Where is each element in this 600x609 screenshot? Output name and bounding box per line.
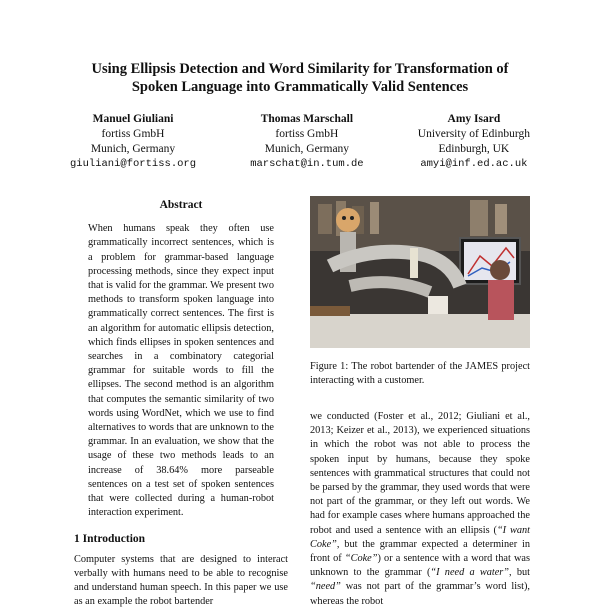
text-segment: ) or a sentence with a word that was unknown to the grammar ( xyxy=(310,553,531,579)
section-heading-introduction: 1 Introduction xyxy=(74,533,146,546)
author-affiliation: fortiss GmbH xyxy=(101,128,165,140)
author-location: Edinburgh, UK xyxy=(438,143,510,155)
text-segment: we conducted (Foster et al., 2012; Giuliani et al., 2013; Keizer et al., 2013), we experienced situations in which the robot was not able to process the spoken input by humans, because they spoke sentences with grammatical structures that could not be parsed by the grammar, they used words that were not part of the grammar, or they left out words. We had for example cases where humans approached the robot and used a sentence with an ellipsis ( xyxy=(310,411,530,536)
author-name: Manuel Giuliani xyxy=(92,113,174,125)
author-3 xyxy=(418,112,530,172)
right-column xyxy=(310,196,530,609)
author-name: Amy Isard xyxy=(447,113,501,125)
left-column xyxy=(74,198,288,609)
quoted-example: “Coke” xyxy=(344,553,378,565)
introduction-text: Computer systems that are designed to interact verbally with humans need to be able to recognise and understand human speech. In this paper we use as an example the robot bartender xyxy=(74,553,288,608)
author-email: marschat@in.tum.de xyxy=(250,158,364,170)
robot-bartender-photo xyxy=(310,196,530,348)
title-line-2: Spoken Language into Grammatically Valid Sentences xyxy=(131,79,469,95)
paper-title xyxy=(60,60,540,96)
quoted-example: “I want Coke” xyxy=(310,524,530,550)
author-2 xyxy=(250,112,363,172)
author-affiliation: fortiss GmbH xyxy=(275,128,339,140)
author-name: Thomas Marschall xyxy=(260,113,354,125)
right-column-text xyxy=(310,410,530,609)
figure-caption: Figure 1: The robot bartender of the JAMES project interacting with a customer. xyxy=(310,361,530,386)
author-email: amyi@inf.ed.ac.uk xyxy=(420,158,528,170)
author-email: giuliani@fortiss.org xyxy=(70,158,197,170)
text-segment: , but the grammar expected a determiner in front of xyxy=(310,538,530,565)
title-line-1: Using Ellipsis Detection and Word Similarity for Transformation of xyxy=(91,61,509,77)
quoted-example: “I need a water” xyxy=(430,567,510,579)
quoted-example: “need” xyxy=(310,581,341,593)
abstract-text: When humans speak they often use grammatically incorrect sentences, which is a problem for grammar-based language processing methods, since they expect input that is valid for the grammar. We present two methods to transform spoken language into grammatically correct sentences. The first is an algorithm for automatic ellipsis detection, which finds ellipses in spoken sentences and searches in a combinatory categorial grammar for suitable words to fill the ellipses. The second method is an algorithm that computes the semantic similarity of two words using WordNet, which we use to find alternatives to words that are unknown to the grammar. In an evaluation, we show that the usage of these two methods leads to an increase of 38.64% more parseable sentences on a test set of spoken sentences that were collected during a human-robot interaction experiment. xyxy=(88,223,274,519)
author-affiliation: University of Edinburgh xyxy=(417,128,530,140)
figure-robot-bartender-photo xyxy=(310,196,530,348)
abstract-heading: Abstract xyxy=(159,199,203,211)
author-1 xyxy=(70,112,196,172)
author-location: Munich, Germany xyxy=(264,143,350,155)
author-location: Munich, Germany xyxy=(90,143,176,155)
text-segment: , but xyxy=(509,567,530,579)
author-list xyxy=(70,112,530,172)
text-segment: was not part of the grammar’s word list), whereas the robot xyxy=(310,581,530,607)
